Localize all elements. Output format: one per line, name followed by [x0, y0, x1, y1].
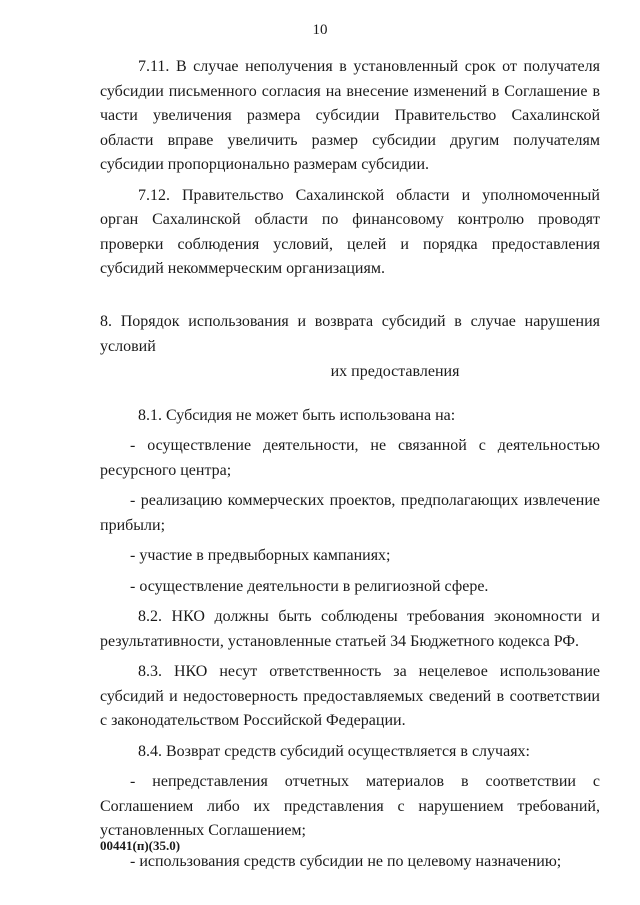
section-8-heading-line2: их предоставления: [330, 362, 460, 380]
list-item-8-1-c: - участие в предвыборных кампаниях;: [130, 547, 391, 564]
paragraph-7-11: 7.11. В случае неполучения в установленный срок от получателя субсидии письменного согласия на внесение изменений в Соглашение в части увеличения размера субсидии Правительство Сахалинской области вправе увеличить размер субсидии другим получателям субсидии пропорционально размерам субсидии.: [100, 58, 600, 173]
document-body: [100, 55, 600, 874]
list-item-8-1-d: - осуществление деятельности в религиозной сфере.: [130, 577, 489, 595]
paragraph-8-1: 8.1. Субсидия не может быть использована на:: [138, 406, 456, 424]
list-item-8-1-a: - осуществление деятельности, не связанной с деятельностью ресурсного центра;: [100, 437, 600, 479]
list-item-8-4-b: - использования средств субсидии не по целевому назначению;: [130, 852, 562, 870]
page-number: 10: [312, 22, 328, 38]
section-8-heading: [100, 309, 600, 384]
paragraph-8-2: 8.2. НКО должны быть соблюдены требования экономности и результативности, установленные статьей 34 Бюджетного кодекса РФ.: [100, 608, 600, 650]
list-item-8-1-b: - реализацию коммерческих проектов, предполагающих извлечение прибыли;: [100, 492, 600, 534]
paragraph-8-4: 8.4. Возврат средств субсидий осуществляется в случаях:: [138, 742, 530, 760]
paragraph-8-3: 8.3. НКО несут ответственность за нецелевое использование субсидий и недостоверность предоставляемых сведений в соответствии с законодательством Российской Федерации.: [100, 663, 600, 729]
paragraph-7-12: 7.12. Правительство Сахалинской области и уполномоченный орган Сахалинской области по финансовому контролю проводят проверки соблюдения условий, целей и порядка предоставления субсидий некоммерческим организациям.: [100, 186, 600, 277]
section-8-heading-line1: 8. Порядок использования и возврата субсидий в случае нарушения условий: [100, 312, 600, 355]
document-code: 00441(п)(35.0): [100, 838, 181, 853]
list-item-8-4-a: - непредставления отчетных материалов в соответствии с Соглашением либо их представления с нарушением требований, установленных Соглашением;: [100, 773, 600, 839]
